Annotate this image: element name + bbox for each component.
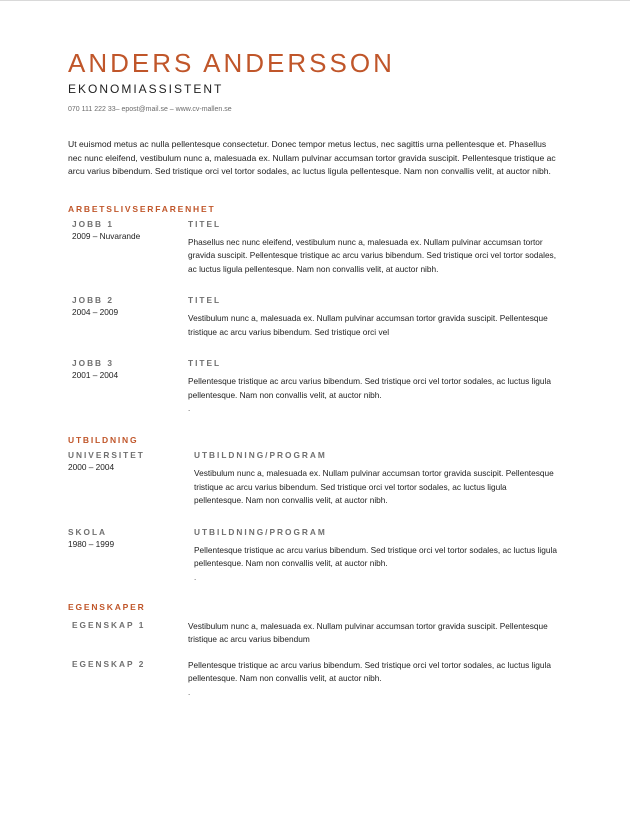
job-dates: 2009 – Nuvarande xyxy=(72,230,141,241)
job-label: JOBB 1 xyxy=(72,218,114,229)
job-title: TITEL xyxy=(188,218,222,229)
skills-section xyxy=(68,602,558,697)
page-top-rule xyxy=(0,0,630,1)
skill-label: EGENSKAP 1 xyxy=(72,619,146,630)
job-label: JOBB 2 xyxy=(72,295,114,305)
job-title: TITEL xyxy=(188,358,222,368)
trailing-dot: . xyxy=(188,404,191,413)
experience-heading: ARBETSLIVSERFARENHET xyxy=(68,203,216,214)
skill-meta xyxy=(68,620,188,647)
job-dates: 2001 – 2004 xyxy=(72,370,119,380)
skill-details xyxy=(188,620,558,647)
education-dates: 2000 – 2004 xyxy=(68,462,115,472)
job-details xyxy=(188,219,558,277)
education-description: Pellentesque tristique ac arcu varius bibendum. Sed tristique orci vel tortor sodales, ac luctus ligula pellentesque. Nam non convallis velit, at auctor nibh. xyxy=(194,544,557,568)
skill-details xyxy=(188,659,558,697)
education-heading: UTBILDNING xyxy=(68,435,139,445)
job-label: JOBB 3 xyxy=(72,358,114,368)
job-title: TITEL xyxy=(188,295,222,305)
resume-page xyxy=(68,48,558,697)
job-meta xyxy=(68,295,188,339)
skill-entry-1 xyxy=(68,620,558,647)
education-details xyxy=(194,450,558,508)
job-entry-1 xyxy=(68,219,558,277)
education-details xyxy=(194,527,558,582)
job-meta xyxy=(68,358,188,413)
job-description: Pellentesque tristique ac arcu varius bibendum. Sed tristique orci vel tortor sodales, ac luctus ligula pellentesque. Nam non convallis velit, at auctor nibh. xyxy=(188,376,551,400)
education-title: UTBILDNING/PROGRAM xyxy=(194,450,327,460)
job-description: Phasellus nec nunc eleifend, vestibulum nunc a, malesuada ex. Nullam pulvinar accumsan tortor gravida suscipit. Pellentesque tristique ac arcu varius bibendum. Sed tristique orci vel tortor sodales, ac luctus ligula pellentesque. Nam non convallis velit, at auctor nibh. xyxy=(188,236,557,274)
applicant-role: EKONOMIASSISTENT xyxy=(68,82,224,96)
education-meta xyxy=(68,527,194,582)
skill-meta xyxy=(68,659,188,697)
education-section xyxy=(68,435,558,582)
education-title: UTBILDNING/PROGRAM xyxy=(194,526,327,537)
skills-heading: EGENSKAPER xyxy=(68,601,146,612)
applicant-name: ANDERS ANDERSSON xyxy=(68,48,395,78)
trailing-dot: . xyxy=(194,572,197,582)
education-dates: 1980 – 1999 xyxy=(68,538,115,549)
job-description: Vestibulum nunc a, malesuada ex. Nullam pulvinar accumsan tortor gravida suscipit. Pellentesque tristique ac arcu varius bibendum. Sed tristique orci vel xyxy=(188,313,548,337)
job-entry-3 xyxy=(68,358,558,413)
education-label: UNIVERSITET xyxy=(68,450,145,460)
job-details xyxy=(188,358,558,413)
skill-entry-2 xyxy=(68,659,558,697)
education-entry-2 xyxy=(68,527,558,582)
education-description: Vestibulum nunc a, malesuada ex. Nullam pulvinar accumsan tortor gravida suscipit. Pellentesque tristique ac arcu varius bibendum. Sed tristique orci vel tortor sodales, ac luctus ligula pellentesque. Nam non convallis velit, at auctor nibh. xyxy=(194,468,554,505)
education-label: SKOLA xyxy=(68,526,108,537)
trailing-dot: . xyxy=(188,687,191,697)
education-entry-1 xyxy=(68,450,558,508)
education-meta xyxy=(68,450,194,508)
job-meta xyxy=(68,219,188,277)
profile-summary: Ut euismod metus ac nulla pellentesque consectetur. Donec tempor metus lectus, nec sagittis urna pellentesque et. Phasellus nec nunc eleifend, vestibulum nunc a, malesuada ex. Nullam pulvinar accumsan tortor gravida suscipit. Pellentesque tristique ac arcu varius bibendum. Sed tristique orci vel tortor sodales, ac luctus ligula pellentesque. Nam non convallis velit, at auctor nibh. xyxy=(68,139,556,176)
job-dates: 2004 – 2009 xyxy=(72,307,119,317)
contact-line: 070 111 222 33– epost@mail.se – www.cv-mallen.se xyxy=(68,106,232,113)
skill-description: Vestibulum nunc a, malesuada ex. Nullam pulvinar accumsan tortor gravida suscipit. Pellentesque tristique ac arcu varius bibendum xyxy=(188,620,548,644)
job-details xyxy=(188,295,558,339)
job-entry-2 xyxy=(68,295,558,339)
skill-label: EGENSKAP 2 xyxy=(72,658,146,669)
skill-description: Pellentesque tristique ac arcu varius bibendum. Sed tristique orci vel tortor sodales, ac luctus ligula pellentesque. Nam non convallis velit, at auctor nibh. xyxy=(188,659,551,683)
experience-section xyxy=(68,204,558,414)
